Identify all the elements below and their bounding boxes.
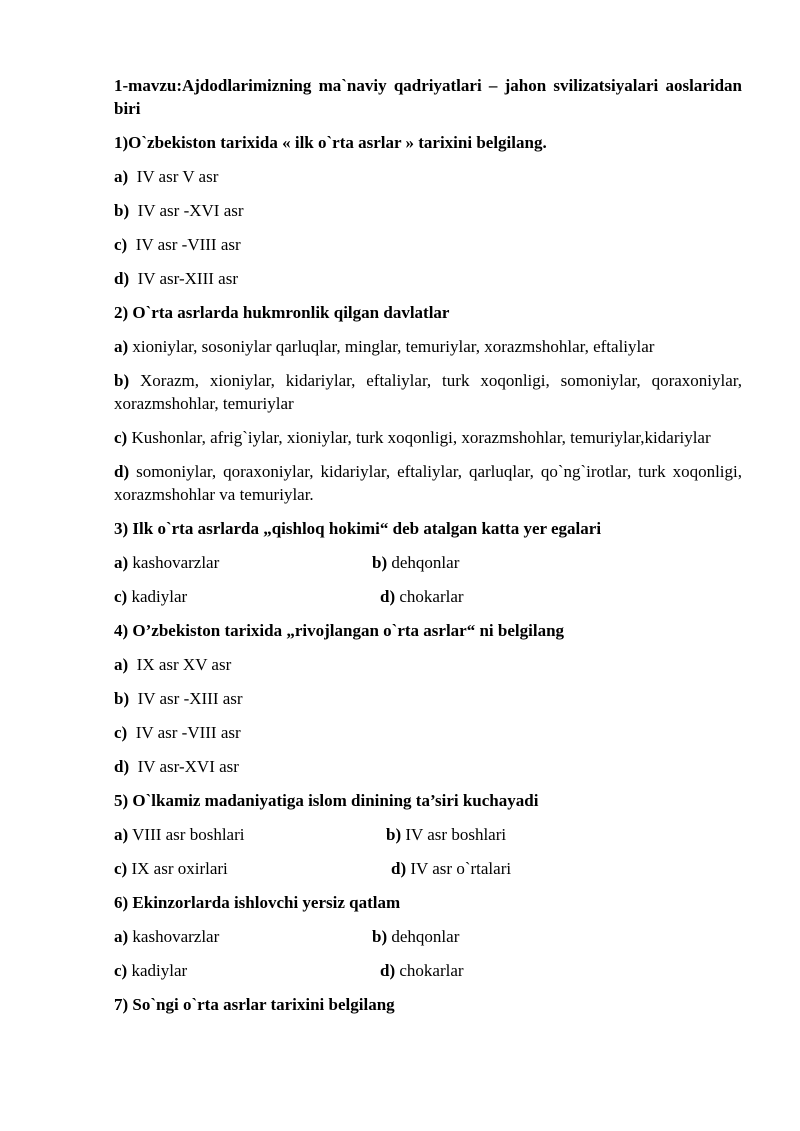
q2-option-d <box>114 460 742 506</box>
option-text: kadiylar <box>131 587 188 606</box>
option-letter: b) <box>114 201 130 220</box>
option-text: VIII asr boshlari <box>132 825 245 844</box>
option-letter: d) <box>380 961 396 980</box>
option-letter: c) <box>114 961 128 980</box>
option-letter: b) <box>372 927 388 946</box>
q1-option-b <box>114 199 742 222</box>
option-letter: d) <box>114 269 130 288</box>
option-letter: a) <box>114 553 129 572</box>
option-letter: c) <box>114 235 128 254</box>
option-text: dehqonlar <box>391 927 460 946</box>
option-letter: a) <box>114 167 129 186</box>
q6-option-d <box>372 959 464 982</box>
q2-option-a <box>114 335 742 358</box>
q1-option-d <box>114 267 742 290</box>
option-letter: b) <box>114 689 130 708</box>
q4-option-a <box>114 653 742 676</box>
option-text: xioniylar, sosoniylar qarluqlar, minglar, temuriylar, xorazmshohlar, eftaliylar <box>132 337 655 356</box>
option-text: IV asr o`rtalari <box>410 859 512 878</box>
option-letter: c) <box>114 587 128 606</box>
option-letter: a) <box>114 337 129 356</box>
q4-option-c <box>114 721 742 744</box>
q5-option-a <box>114 823 386 846</box>
q4-option-b <box>114 687 742 710</box>
question-3: 3) Ilk o`rta asrlarda „qishloq hokimi“ deb atalgan katta yer egalari <box>114 519 602 538</box>
option-text: kadiylar <box>131 961 188 980</box>
option-text: IV asr-XIII asr <box>137 269 238 288</box>
option-letter: b) <box>372 553 388 572</box>
q3-option-b <box>372 551 459 574</box>
q3-option-d <box>372 585 464 608</box>
q4-option-d <box>114 755 742 778</box>
q1-option-c <box>114 233 742 256</box>
option-letter: d) <box>391 859 407 878</box>
question-7: 7) So`ngi o`rta asrlar tarixini belgilang <box>114 995 395 1014</box>
question-6: 6) Ekinzorlarda ishlovchi yersiz qatlam <box>114 893 401 912</box>
option-text: kashovarzlar <box>132 927 220 946</box>
option-text: IV asr -VIII asr <box>135 235 241 254</box>
q3-options-row-2 <box>114 585 742 608</box>
option-text: IV asr -VIII asr <box>135 723 241 742</box>
option-text: IV asr-XVI asr <box>137 757 239 776</box>
option-letter: a) <box>114 655 129 674</box>
option-letter: b) <box>386 825 402 844</box>
option-letter: d) <box>380 587 396 606</box>
option-letter: d) <box>114 462 130 481</box>
q5-option-c <box>114 857 386 880</box>
option-text: IX asr XV asr <box>136 655 232 674</box>
option-letter: a) <box>114 825 129 844</box>
option-text: IV asr -XIII asr <box>137 689 243 708</box>
option-text: IV asr -XVI asr <box>137 201 244 220</box>
question-2: 2) O`rta asrlarda hukmronlik qilgan davlatlar <box>114 303 450 322</box>
option-text: dehqonlar <box>391 553 460 572</box>
option-text: somoniylar, qoraxoniylar, kidariylar, eftaliylar, qarluqlar, qo`ng`irotlar, turk xoqonligi, xorazmshohlar va temuriylar. <box>114 462 743 504</box>
q2-option-c <box>114 426 742 449</box>
question-1: 1)O`zbekiston tarixida « ilk o`rta asrlar » tarixini belgilang. <box>114 133 547 152</box>
q5-option-b <box>386 823 506 846</box>
option-text: chokarlar <box>399 587 464 606</box>
option-text: IV asr boshlari <box>405 825 507 844</box>
q3-option-c <box>114 585 372 608</box>
q3-option-a <box>114 551 372 574</box>
option-text: kashovarzlar <box>132 553 220 572</box>
option-text: chokarlar <box>399 961 464 980</box>
q2-option-b <box>114 369 742 415</box>
document-page <box>114 74 742 1027</box>
option-letter: c) <box>114 723 128 742</box>
option-text: Xorazm, xioniylar, kidariylar, eftaliylar, turk xoqonligi, somoniylar, qoraxoniylar, xorazmshohlar, temuriylar <box>114 371 742 413</box>
option-text: Kushonlar, afrig`iylar, xioniylar, turk xoqonligi, xorazmshohlar, temuriylar,kidariylar <box>131 428 711 447</box>
q6-option-c <box>114 959 372 982</box>
q6-options-row-1 <box>114 925 742 948</box>
option-letter: b) <box>114 371 130 390</box>
option-letter: d) <box>114 757 130 776</box>
option-text: IX asr oxirlari <box>131 859 228 878</box>
document-title: 1-mavzu:Ajdodlarimizning ma`naviy qadriyatlari – jahon svilizatsiyalari aoslaridan biri <box>114 76 742 118</box>
q1-option-a <box>114 165 742 188</box>
option-text: IV asr V asr <box>136 167 219 186</box>
question-5: 5) O`lkamiz madaniyatiga islom dinining ta’siri kuchayadi <box>114 791 539 810</box>
q5-option-d <box>386 857 511 880</box>
option-letter: c) <box>114 428 128 447</box>
q6-option-b <box>372 925 459 948</box>
q5-options-row-1 <box>114 823 742 846</box>
q6-options-row-2 <box>114 959 742 982</box>
q6-option-a <box>114 925 372 948</box>
option-letter: a) <box>114 927 129 946</box>
option-letter: c) <box>114 859 128 878</box>
q5-options-row-2 <box>114 857 742 880</box>
q3-options-row-1 <box>114 551 742 574</box>
question-4: 4) O’zbekiston tarixida „rivojlangan o`rta asrlar“ ni belgilang <box>114 621 565 640</box>
